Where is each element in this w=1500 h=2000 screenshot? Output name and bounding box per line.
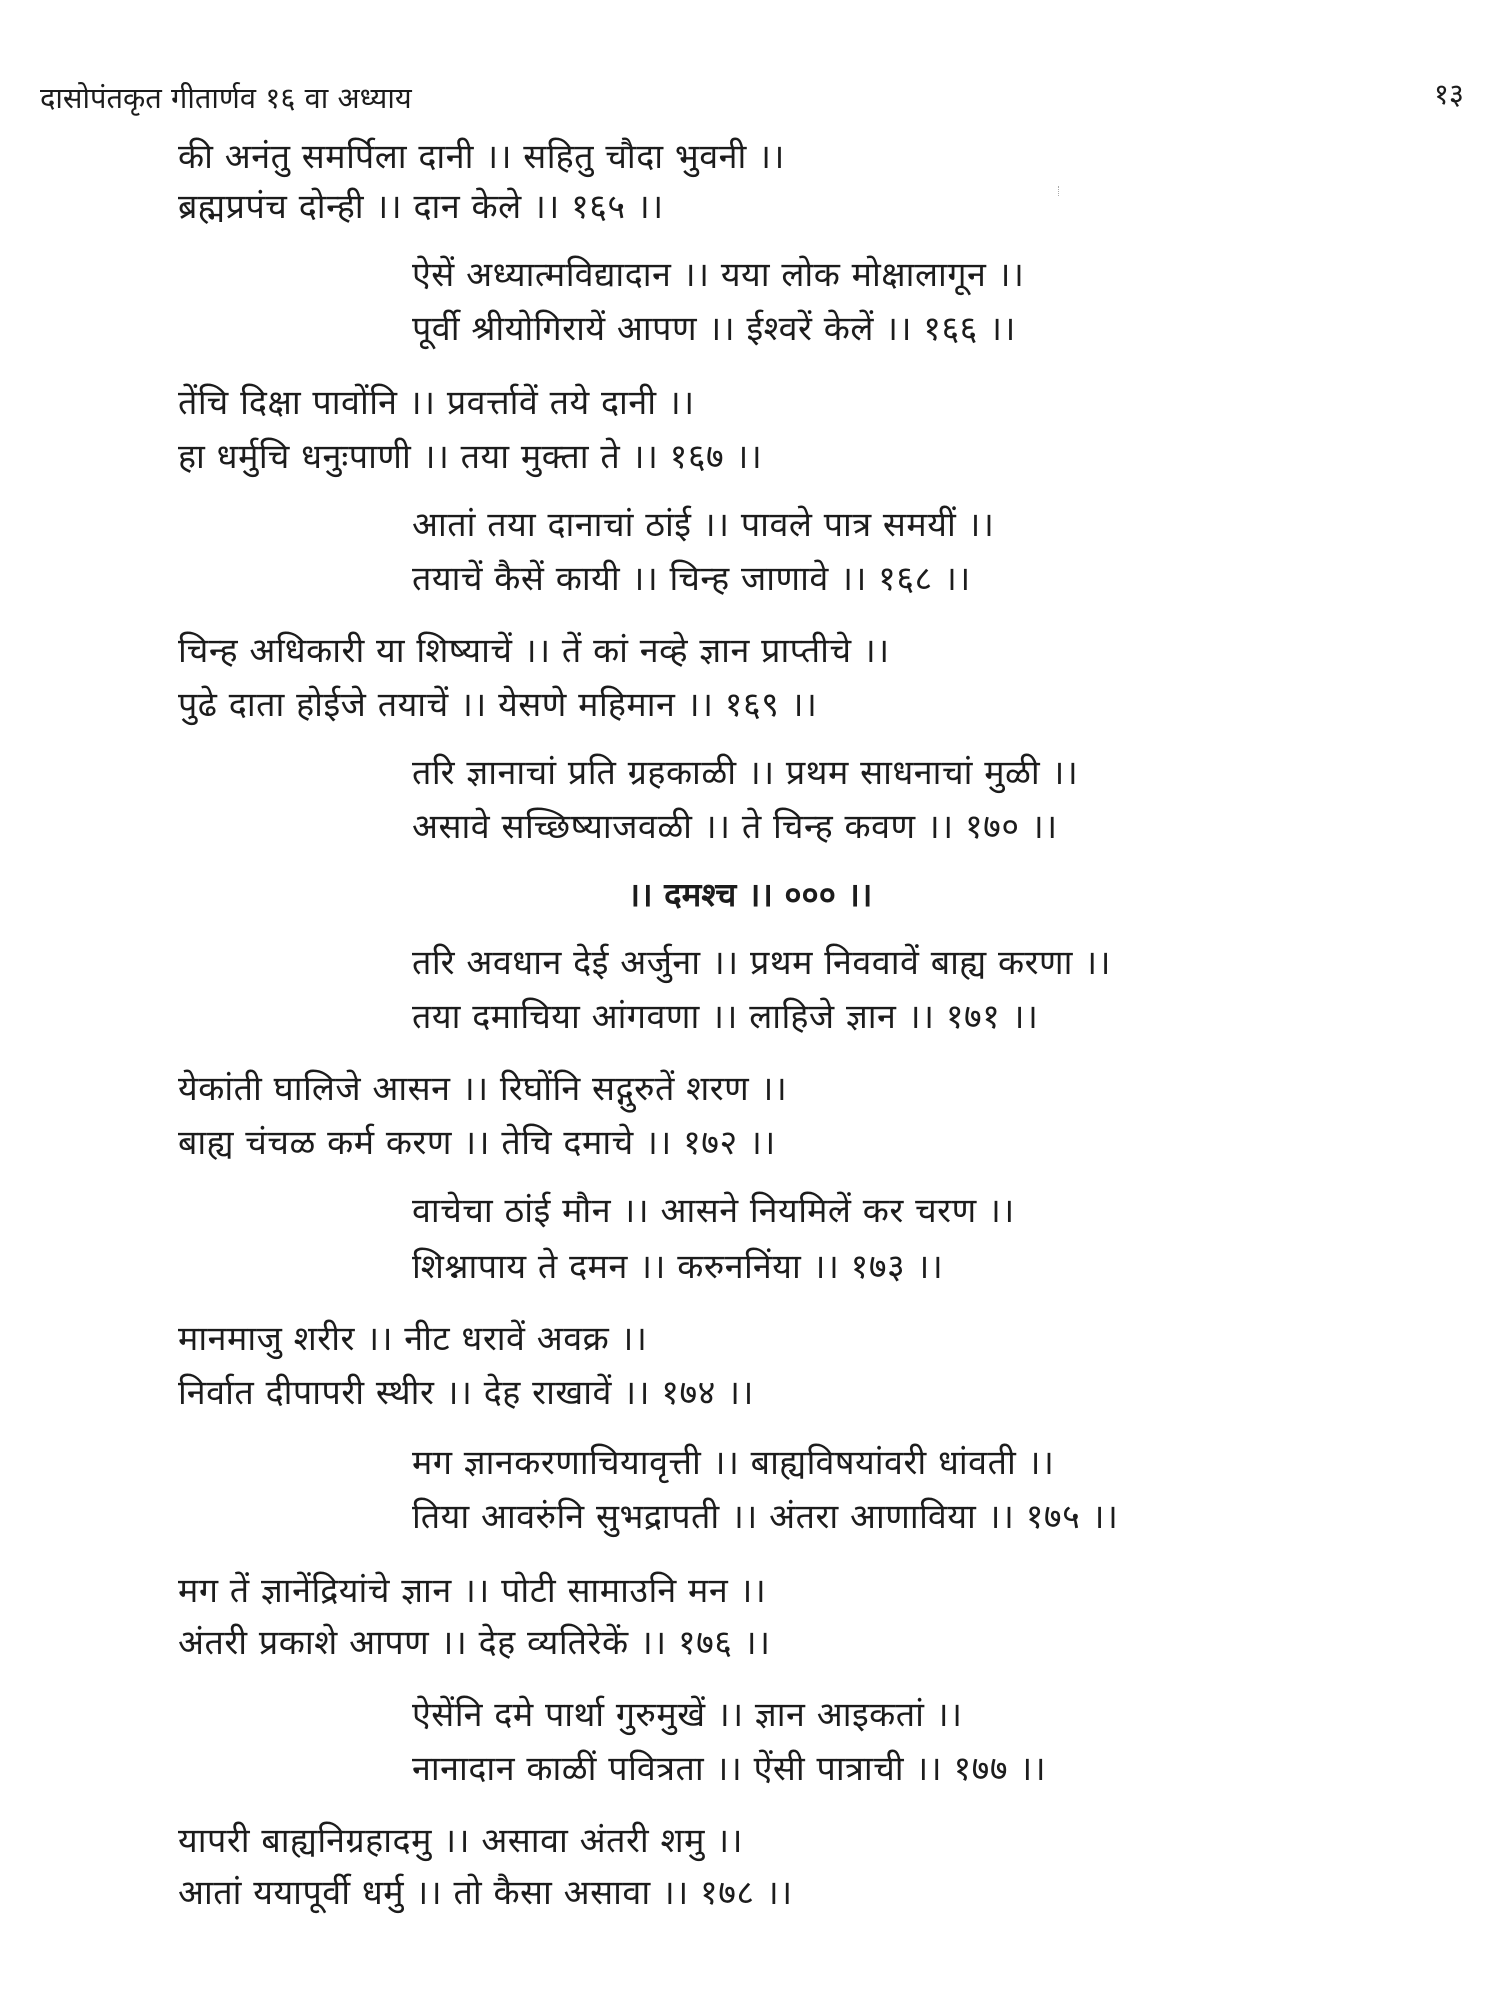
verse-167-line-1: तेंचि दिक्षा पावोंनि ।। प्रवर्त्तावें तये दानी ।।: [178, 383, 695, 423]
verse-176-line-1: मग तें ज्ञानेंद्रियांचे ज्ञान ।। पोटी सामाउनि मन ।।: [178, 1571, 767, 1611]
verse-167-line-2: हा धर्मुचि धनुःपाणी ।। तया मुक्ता ते ।। १६७ ।।: [178, 437, 763, 477]
verse-173-line-1: वाचेचा ठांई मौन ।। आसने नियमिलें कर चरण ।।: [412, 1191, 1015, 1231]
verse-170-line-1: तरि ज्ञानाचां प्रति ग्रहकाळी ।। प्रथम साधनाचां मुळी ।।: [412, 753, 1079, 793]
verse-170-line-2: असावे सच्छिष्याजवळी ।। ते चिन्ह कवण ।। १७० ।।: [412, 807, 1058, 847]
verse-172-line-1: येकांती घालिजे आसन ।। रिघोंनि सद्गुरुतें शरण ।।: [178, 1069, 788, 1109]
verse-174-line-2: निर्वात दीपापरी स्थीर ।। देह राखावें ।। १७४ ।।: [178, 1373, 754, 1413]
verse-173-line-2: शिश्नापाय ते दमन ।। करुननिंया ।। १७३ ।।: [412, 1247, 944, 1287]
verse-165-line-2: ब्रह्मप्रपंच दोन्ही ।। दान केले ।। १६५ ।।: [178, 187, 664, 227]
verse-166-line-2: पूर्वी श्रीयोगिरायें आपण ।। ईश्वरें केलें ।। १६६ ।।: [412, 309, 1016, 349]
running-header-title: दासोपंतकृत गीतार्णव १६ वा अध्याय: [40, 81, 412, 115]
verse-168-line-2: तयाचें कैसें कायी ।। चिन्ह जाणावे ।। १६८ ।।: [412, 559, 971, 599]
verse-171-line-2: तया दमाचिया आंगवणा ।। लाहिजे ज्ञान ।। १७१ ।।: [412, 997, 1039, 1037]
verse-172-line-2: बाह्य चंचळ कर्म करण ।। तेचि दमाचे ।। १७२ ।।: [178, 1123, 776, 1163]
verse-175-line-1: मग ज्ञानकरणाचियावृत्ती ।। बाह्यविषयांवरी धांवती ।।: [412, 1443, 1055, 1483]
verse-166-line-1: ऐसें अध्यात्मविद्यादान ।। यया लोक मोक्षालागून ।।: [412, 255, 1025, 295]
scan-speck: [1058, 186, 1063, 196]
verse-175-line-2: तिया आवरुंनि सुभद्रापती ।। अंतरा आणाविया ।। १७५ ।।: [412, 1497, 1119, 1537]
verse-169-line-2: पुढे दाता होईजे तयाचें ।। येसणे महिमान ।। १६९ ।।: [178, 685, 818, 725]
verse-169-line-1: चिन्ह अधिकारी या शिष्याचें ।। तें कां नव्हे ज्ञान प्राप्तीचे ।।: [178, 631, 890, 671]
verse-178-line-1: यापरी बाह्यनिग्रहादमु ।। असावा अंतरी शमु ।।: [178, 1821, 744, 1861]
verse-171-line-1: तरि अवधान देई अर्जुना ।। प्रथम निववावें बाह्य करणा ।।: [412, 943, 1111, 983]
verse-177-line-2: नानादान काळीं पवित्रता ।। ऐंसी पात्राची ।। १७७ ।।: [412, 1749, 1047, 1789]
verse-177-line-1: ऐसेंनि दमे पार्था गुरुमुखें ।। ज्ञान आइकतां ।।: [412, 1695, 963, 1735]
section-heading: ।। दमश्च ।। ००० ।।: [627, 875, 873, 914]
verse-178-line-2: आतां ययापूर्वी धर्मु ।। तो कैसा असावा ।। १७८ ।।: [178, 1873, 793, 1913]
verse-165-line-1: की अनंतु समर्पिला दानी ।। सहितु चौदा भुवनी ।।: [178, 137, 785, 177]
verse-168-line-1: आतां तया दानाचां ठांई ।। पावले पात्र समयीं ।।: [412, 505, 995, 545]
verse-174-line-1: मानमाजु शरीर ।। नीट धरावें अवक्र ।।: [178, 1319, 648, 1359]
page-number: १३: [1433, 77, 1464, 111]
verse-176-line-2: अंतरी प्रकाशे आपण ।। देह व्यतिरेकें ।। १७६ ।।: [178, 1623, 771, 1663]
